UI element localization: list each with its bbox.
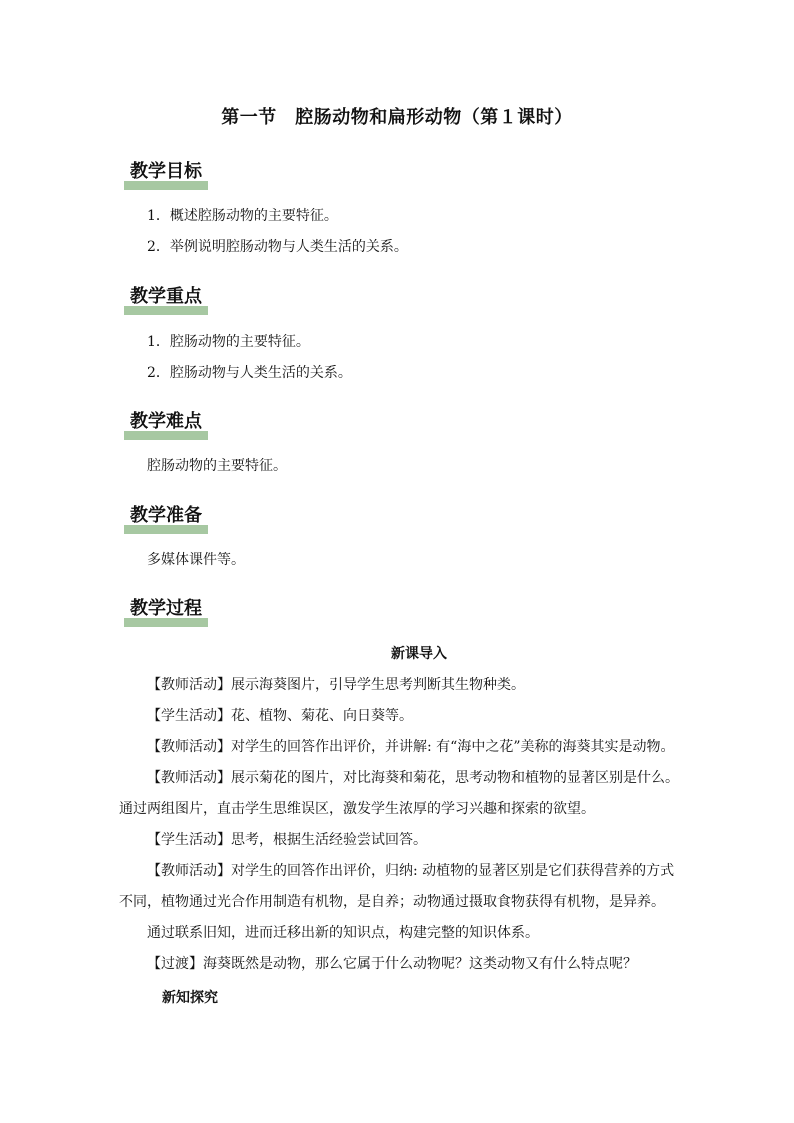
process-line: 【学生活动】花、植物、菊花、向日葵等。 (147, 708, 413, 724)
key-point-item: 1．腔肠动物的主要特征。 (147, 334, 310, 350)
process-line: 【教师活动】展示菊花的图片，对比海葵和菊花，思考动物和植物的显著区别是什么。 (147, 770, 679, 786)
objective-item: 1．概述腔肠动物的主要特征。 (147, 208, 338, 224)
process-line: 【过渡】海葵既然是动物，那么它属于什么动物呢？这类动物又有什么特点呢？ (147, 956, 637, 972)
process-line: 【教师活动】展示海葵图片，引导学生思考判断其生物种类。 (147, 677, 525, 693)
difficulty-text: 腔肠动物的主要特征。 (147, 458, 287, 474)
intro-subheading: 新课导入 (391, 646, 447, 662)
key-point-item: 2．腔肠动物与人类生活的关系。 (147, 365, 352, 381)
process-line: 【教师活动】对学生的回答作出评价，归纳: 动植物的显著区别是它们获得营养的方式 (147, 863, 675, 879)
page-title: 第一节 腔肠动物和扁形动物（第１课时） (221, 107, 573, 128)
process-line: 通过两组图片，直击学生思维误区，激发学生浓厚的学习兴趣和探索的欲望。 (119, 801, 595, 817)
process-line: 【学生活动】思考，根据生活经验尝试回答。 (147, 832, 427, 848)
process-line: 【教师活动】对学生的回答作出评价，并讲解: 有“海中之花”美称的海葵其实是动物。 (147, 739, 675, 755)
preparation-text: 多媒体课件等。 (147, 552, 245, 568)
process-line: 通过联系旧知，进而迁移出新的知识点，构建完整的知识体系。 (147, 925, 539, 941)
section-heading-process (124, 597, 208, 627)
objective-item: 2．举例说明腔肠动物与人类生活的关系。 (147, 239, 408, 255)
section-heading-label: 教学难点 (130, 411, 202, 432)
process-line: 不同，植物通过光合作用制造有机物，是自养；动物通过摄取食物获得有机物，是异养。 (119, 894, 665, 910)
section-heading-label: 教学重点 (130, 286, 202, 307)
explore-subheading: 新知探究 (162, 990, 218, 1006)
section-heading-label: 教学准备 (130, 505, 202, 526)
section-heading-preparation (124, 504, 208, 534)
section-heading-label: 教学过程 (130, 598, 202, 619)
section-heading-difficulties (124, 410, 208, 440)
section-heading-objectives (124, 160, 208, 190)
section-heading-key-points (124, 285, 208, 315)
section-heading-label: 教学目标 (130, 161, 202, 182)
